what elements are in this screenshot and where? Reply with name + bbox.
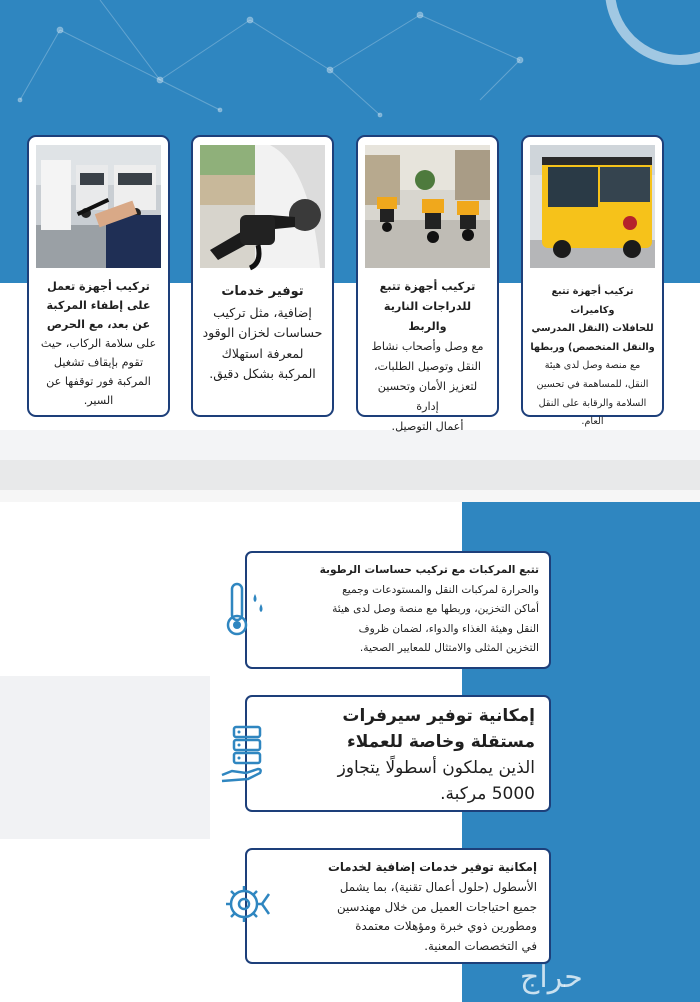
card-line: حساسات لخزان الوقود [202, 325, 323, 340]
feature-text [255, 703, 535, 807]
card-text [365, 277, 490, 437]
card-bus-tracking [521, 135, 664, 428]
card-line: المركبة بشكل دقيق. [209, 366, 316, 381]
feature-line: 5000 مركبة. [440, 784, 535, 804]
card-line: توفير خدمات [221, 284, 304, 299]
feature-line: التخزين المثلى والامتثال للمعايير الصحية. [359, 642, 539, 654]
card-line: تركيب أجهزة تتبع [379, 280, 476, 293]
top-strip [0, 430, 700, 460]
feature-line: ومطورين ذوي خبرة ومؤهلات معتمدة [355, 919, 537, 934]
feature-line: والحرارة لمركبات النقل والمستودعات وجميع [342, 583, 539, 596]
watermark: حراج [520, 960, 583, 995]
bus-photo [530, 145, 655, 268]
card-line: للدراجات النارية والربط [383, 300, 472, 333]
feature-line: الذين يملكون أسطولًا يتجاوز [337, 758, 535, 778]
feature-line: الأسطول (حلول أعمال تقنية)، بما يشمل [339, 879, 537, 894]
card-line: لمعرفة استهلاك [221, 345, 304, 361]
card-text [530, 283, 655, 432]
feature-humidity-temperature [245, 551, 551, 669]
card-line: على إطفاء المركبة [46, 299, 151, 312]
page-gap [0, 460, 700, 490]
card-line: تركيب أجهزة تتبع وكاميرات [551, 286, 634, 316]
feature-fleet-services [245, 848, 551, 964]
trucks-photo [36, 145, 161, 268]
card-line: المركبة فور توقفها عن [46, 375, 151, 388]
card-fuel-sensors [191, 135, 334, 417]
feature-line: النقل وهيئة الغذاء والدواء، لضمان ظروف [358, 622, 539, 635]
gear-circuit-icon [222, 874, 272, 940]
feature-line: إمكانية توفير خدمات إضافية لخدمات [328, 860, 537, 874]
motorcycles-photo [365, 145, 490, 268]
thermometer-icon [222, 580, 268, 644]
feature-line: إمكانية توفير سيرفرات [342, 706, 535, 726]
feature-text [249, 561, 539, 659]
feature-text [252, 858, 537, 957]
card-text [200, 282, 325, 385]
feature-line: مستقلة وخاصة للعملاء [347, 732, 535, 752]
card-line: تركيب أجهزة تعمل [47, 280, 150, 293]
card-text [36, 277, 161, 410]
card-line-span: مع وصل وأصحاب نشاط [371, 340, 484, 353]
card-remote-shutdown [27, 135, 170, 417]
feature-line: جميع احتياجات العميل من خلال مهندسين [337, 899, 537, 914]
feature-line: أماكن التخزين، وربطها مع منصة وصل لدى هيئة [332, 603, 539, 615]
card-line: أعمال التوصيل. [391, 420, 464, 433]
gray-block [0, 676, 210, 839]
card-line: مع منصة وصل لدى هيئة [544, 360, 641, 372]
card-line: السلامة والرقابة على النقل العام. [538, 397, 647, 428]
feature-line: تتبع المركبات مع تركيب حساسات الرطوبة [319, 564, 539, 576]
feature-dedicated-servers [245, 695, 551, 812]
card-line [365, 337, 490, 357]
server-hand-icon [218, 723, 268, 789]
card-line: إضافية، مثل تركيب [213, 304, 312, 320]
card-line: عن بعد، مع الحرص [46, 318, 151, 331]
card-line: على سلامة الركاب، حيث [40, 337, 157, 350]
card-line: للحافلات (النقل المدرسي [531, 323, 654, 335]
card-line: النقل وتوصيل الطلبات، [373, 360, 482, 373]
card-motorcycle-tracking [356, 135, 499, 433]
page-gap-light [0, 490, 700, 502]
card-line: والنقل المتخصص) وربطها [530, 341, 655, 353]
fuel-nozzle-photo [200, 145, 325, 268]
card-line: السير. [83, 394, 114, 407]
card-line: لتعزيز الأمان وتحسين إدارة [377, 380, 478, 413]
card-line: النقل، للمساهمة في تحسين [536, 378, 649, 390]
card-line: تقوم بإيقاف تشغيل [53, 356, 144, 369]
feature-line: في التخصصات المعنية. [424, 939, 537, 954]
